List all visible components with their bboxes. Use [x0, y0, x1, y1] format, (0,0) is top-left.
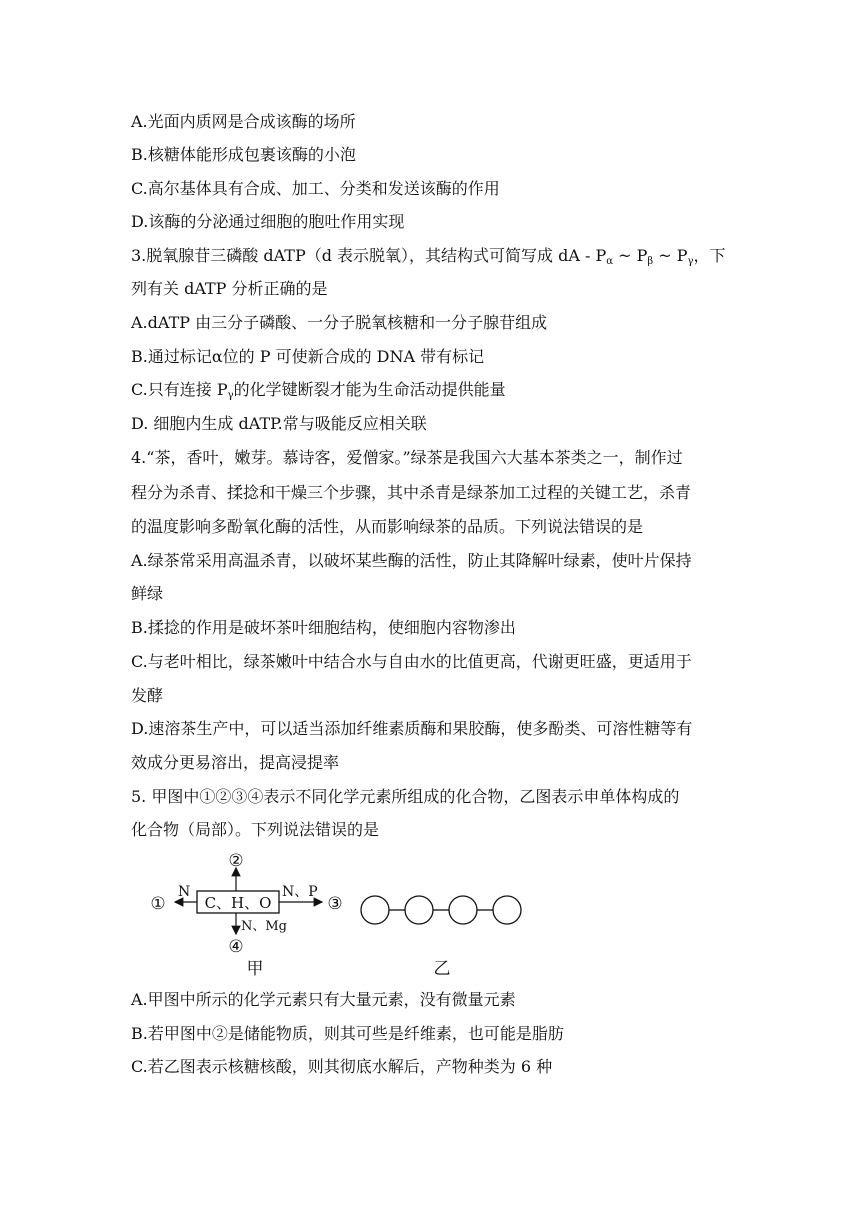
arrow-left-label: N: [178, 884, 191, 900]
monomer-circle: [493, 896, 521, 924]
q3-option-c-sub: γ: [227, 390, 234, 401]
q3-stem-end: ，下: [693, 246, 726, 265]
caption-yi: 乙: [433, 959, 451, 979]
q3-tilde-2: ~ P: [653, 246, 688, 265]
q3-option-a: A.dATP 由三分子磷酸、一分子脱氧核糖和一分子腺苷组成: [131, 313, 548, 332]
q4-stem-line1: 4.“茶，香叶，嫩芽。慕诗客，爱僧家。”绿茶是我国六大基本茶类之一，制作过: [131, 448, 683, 467]
caption-jia: 甲: [246, 959, 264, 979]
q3-option-d: D. 细胞内生成 dATP.常与吸能反应相关联: [131, 414, 427, 433]
arrow-down-label: N、Mg: [241, 919, 288, 934]
q3-stem-text: 3.脱氧腺苷三磷酸 dATP（d 表示脱氧），其结构式可简写成 dA - P: [131, 246, 607, 265]
q3-tilde-1: ~ P: [613, 246, 648, 265]
q3-option-c: [131, 380, 506, 406]
monomer-circle: [405, 896, 433, 924]
q3-option-c-part1: C.只有连接 P: [131, 380, 228, 399]
q4-option-b: B.揉捻的作用是破坏茶叶细胞结构，使细胞内容物渗出: [131, 618, 516, 637]
q5-option-b: B.若甲图中②是储能物质，则其可些是纤维素，也可能是脂肪: [131, 1024, 564, 1043]
q4-option-a-line1: A.绿茶常采用高温杀青，以破坏某些酶的活性，防止其降解叶绿素，使叶片保持: [131, 551, 692, 570]
monomer-circle: [361, 896, 389, 924]
compound-1-label: ①: [150, 894, 166, 914]
monomer-chain: [361, 896, 521, 924]
q4-option-c-line1: C.与老叶相比，绿茶嫩叶中结合水与自由水的比值更高，代谢更旺盛，更适用于: [131, 652, 692, 671]
arrow-right-label: N、P: [282, 884, 318, 900]
q3-sub-gamma: γ: [687, 256, 694, 267]
elements-box-label: C、H、O: [204, 894, 272, 912]
q4-stem-line3: 的温度影响多酚氧化酶的活性，从而影响绿茶的品质。下列说法错误的是: [131, 517, 644, 536]
q4-stem-line2: 程分为杀青、揉捻和干燥三个步骤，其中杀青是绿茶加工过程的关键工艺，杀青: [131, 483, 692, 502]
q4-option-d-line1: D.速溶茶生产中，可以适当添加纤维素质酶和果胶酶，使多酚类、可溶性糖等有: [131, 719, 693, 738]
q4-option-c-line2: 发酵: [131, 686, 164, 705]
q2-option-c: C.高尔基体具有合成、加工、分类和发送该酶的作用: [131, 179, 500, 198]
q2-option-b: B.核糖体能形成包裹该酶的小泡: [131, 145, 356, 164]
q3-sub-beta: β: [647, 256, 654, 267]
q5-stem-line1: 5. 甲图中①②③④表示不同化学元素所组成的化合物，乙图表示申单体构成的: [131, 787, 680, 806]
compound-4-label: ④: [228, 937, 244, 957]
q4-option-a-line2: 鲜绿: [131, 584, 164, 603]
q5-option-a: A.甲图中所示的化学元素只有大量元素，没有微量元素: [131, 990, 516, 1009]
q3-option-b: B.通过标记α位的 P 可使新合成的 DNA 带有标记: [131, 347, 485, 366]
q5-diagram: [140, 848, 540, 980]
q5-option-c: C.若乙图表示核糖核酸，则其彻底水解后，产物种类为 6 种: [131, 1057, 553, 1076]
q2-option-d: D.该酶的分泌通过细胞的胞吐作用实现: [131, 212, 405, 231]
q2-option-a: A.光面内质网是合成该酶的场所: [131, 112, 356, 131]
q4-option-d-line2: 效成分更易溶出，提高浸提率: [131, 753, 340, 772]
compound-2-label: ②: [228, 851, 244, 871]
monomer-circle: [449, 896, 477, 924]
q5-diagram-svg: [140, 848, 540, 980]
q3-stem-line2: 列有关 dATP 分析正确的是: [131, 279, 328, 298]
q3-stem-line1: [131, 246, 726, 272]
q3-option-c-part2: 的化学键断裂才能为生命活动提供能量: [233, 380, 506, 399]
compound-3-label: ③: [327, 894, 343, 914]
q5-stem-line2: 化合物（局部）。下列说法错误的是: [131, 820, 380, 839]
q3-sub-alpha: α: [606, 256, 614, 267]
